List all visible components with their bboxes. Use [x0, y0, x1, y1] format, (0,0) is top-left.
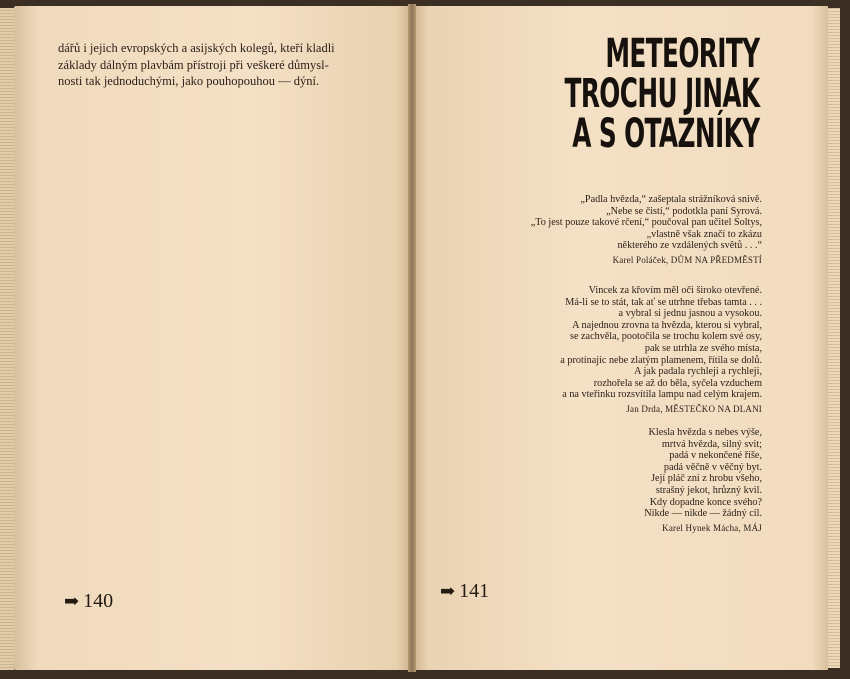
quote-line: „vlastně však značí to zkázu — [646, 228, 762, 240]
quote-line: A jak padala rychleji a rychleji, — [634, 366, 762, 378]
book-spine — [408, 4, 416, 672]
title-line: METEORITY — [605, 31, 760, 77]
text-line: základy dálným plavbám přístroji při veškeré důmysl- — [58, 57, 329, 72]
quote-line: „To jest pouze takové rčení,“ poučoval pan učitel Soltys, — [530, 217, 762, 229]
epigraph-quote-1 — [531, 194, 762, 267]
quote-line: Klesla hvězda s nebes výše, — [648, 427, 762, 438]
quote-attribution: Jan Drda, MĚSTEČKO NA DLANI — [626, 403, 762, 414]
quote-line: strašný jekot, hrůzný kvil. — [655, 484, 762, 496]
quote-line: a na vteřinku rozsvítila lampu nad celým krajem. — [562, 389, 762, 401]
quote-attribution: Karel Hynek Mácha, MÁJ — [662, 522, 762, 533]
epigraph-quote-3 — [644, 427, 762, 534]
quote-line: mrtvá hvězda, silný svit; — [661, 438, 762, 450]
quote-attribution: Karel Poláček, DŮM NA PŘEDMĚSTÍ — [612, 254, 762, 265]
title-line: TROCHU JINAK — [564, 71, 760, 117]
text-line: dářů i jejich evropských a asijských kolegů, kteří kladli — [58, 41, 335, 55]
title-line: A S OTAZNÍKY — [572, 111, 760, 157]
quote-line: Vincek za křovím měl oči široko otevřené. — [588, 285, 762, 296]
right-page-number — [440, 580, 489, 603]
quote-line: a protínajíc nebe zlatým plamenem, řítila se dolů. — [560, 354, 762, 366]
page-number-text: 140 — [83, 590, 114, 612]
quote-line: „Padla hvězda,“ zašeptala strážníková snivě. — [580, 194, 762, 205]
quote-line: padá věčně v věčný byt. — [663, 461, 762, 473]
left-page — [14, 6, 412, 670]
quote-line: Má-li se to stát, tak ať se utrhne třebas tamta . . . — [565, 296, 762, 308]
quote-line: Její pláč zní z hrobu všeho, — [651, 473, 762, 485]
right-page-edges — [828, 8, 840, 668]
quote-line: Kdy dopadne konce svého? — [649, 496, 762, 508]
quote-line: pak se utrhla ze svého místa, — [644, 342, 762, 354]
quote-line: některého ze vzdálených světů . . .“ — [617, 240, 762, 252]
quote-line: se zachvěla, pootočila se trochu kolem své osy, — [570, 331, 762, 343]
left-page-edges — [0, 8, 14, 670]
quote-line: padá v nekončené říše, — [669, 450, 762, 462]
arrow-right-icon: ➡ — [440, 581, 454, 601]
quote-line: Nikde — nikde — žádný cíl. — [644, 508, 762, 520]
page-number-text: 141 — [459, 580, 490, 602]
epigraph-quote-2 — [560, 285, 762, 416]
left-page-text — [58, 40, 388, 90]
arrow-right-icon: ➡ — [64, 591, 78, 611]
chapter-title — [564, 31, 760, 157]
quote-line: rozhořela se až do běla, syčela vzduchem — [593, 377, 762, 389]
quote-line: A najednou zrovna ta hvězda, kterou si vybral, — [572, 319, 762, 331]
quote-line: „Nebe se čistí,“ podotkla paní Syrová. — [606, 205, 762, 217]
text-line: nosti tak jednoduchými, jako pouhopouhou — dýní. — [58, 74, 320, 88]
quote-line: a vybral si jednu jasnou a vysokou. — [618, 308, 762, 320]
left-page-number — [64, 590, 113, 613]
